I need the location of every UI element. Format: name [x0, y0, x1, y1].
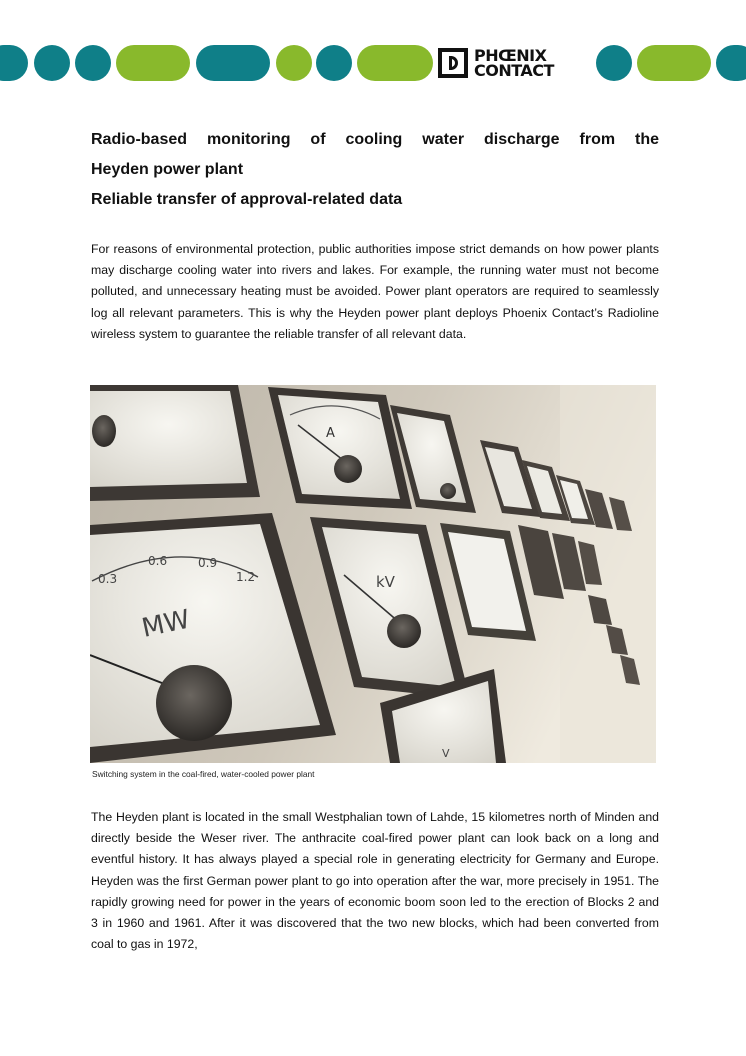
decor-pill: [116, 45, 190, 81]
switching-system-photo: [90, 385, 656, 763]
subtitle: Reliable transfer of approval-related data: [91, 191, 403, 208]
decor-dot: [716, 45, 746, 81]
title-line-2: Heyden power plant: [91, 161, 244, 178]
figure-caption: Switching system in the coal-fired, water-cooled power plant: [92, 769, 315, 779]
decor-pill: [637, 45, 711, 81]
meter-mw-tick: 0.9: [198, 556, 218, 570]
meter-mw-tick: 0.6: [148, 554, 168, 568]
decor-dot: [0, 45, 28, 81]
meter-kv-unit: kV: [376, 573, 395, 591]
meter-a-unit: A: [326, 426, 335, 441]
decor-dot: [276, 45, 312, 81]
brand-header: [0, 40, 746, 86]
title-line-1: Radio-based monitoring of cooling water discharge from the: [91, 131, 659, 148]
meter-mw-tick: 0.3: [98, 572, 118, 586]
decor-dot: [34, 45, 70, 81]
meter-mw-tick: 1.2: [236, 570, 256, 584]
body-paragraph: The Heyden plant is located in the small Westphalian town of Lahde, 15 kilometres north of Minden and directly beside the Weser river. The anthracite coal-fired power plant can look back on a long and eventful history. It has always played a special role in generating electricity for Germany and Europe. Heyden was the first German power plant to go into operation after the war, more precisely in 1951. The rapidly growing need for power in the years of economic boom soon led to the erection of Blocks 2 and 3 in 1960 and 1961. After it was discovered that the two new blocks, which had been converted from coal to gas in 1972,: [91, 810, 659, 952]
logo-line-1: PHŒNIX: [474, 46, 547, 65]
logo-mark-icon: [438, 48, 468, 78]
decor-pill: [196, 45, 270, 81]
meter-top-left: [90, 385, 260, 501]
logo-line-2: CONTACT: [474, 61, 554, 80]
decor-dot: [316, 45, 352, 81]
intro-paragraph: For reasons of environmental protection, public authorities impose strict demands on how power plants may discharge cooling water into rivers and lakes. For example, the running water must not become polluted, and unnecessary heating must be avoided. Power plant operators are required to seamlessly log all relevant parameters. This is why the Heyden power plant deploys Phoenix Contact’s Radioline wireless system to guarantee the reliable transfer of all relevant data.: [91, 242, 659, 341]
decor-pill: [357, 45, 433, 81]
phoenix-contact-logo: [438, 44, 594, 82]
decor-dot: [75, 45, 111, 81]
meter-mw-unit: MW: [139, 604, 193, 644]
meter-v-unit: V: [442, 747, 450, 760]
decor-dot: [596, 45, 632, 81]
